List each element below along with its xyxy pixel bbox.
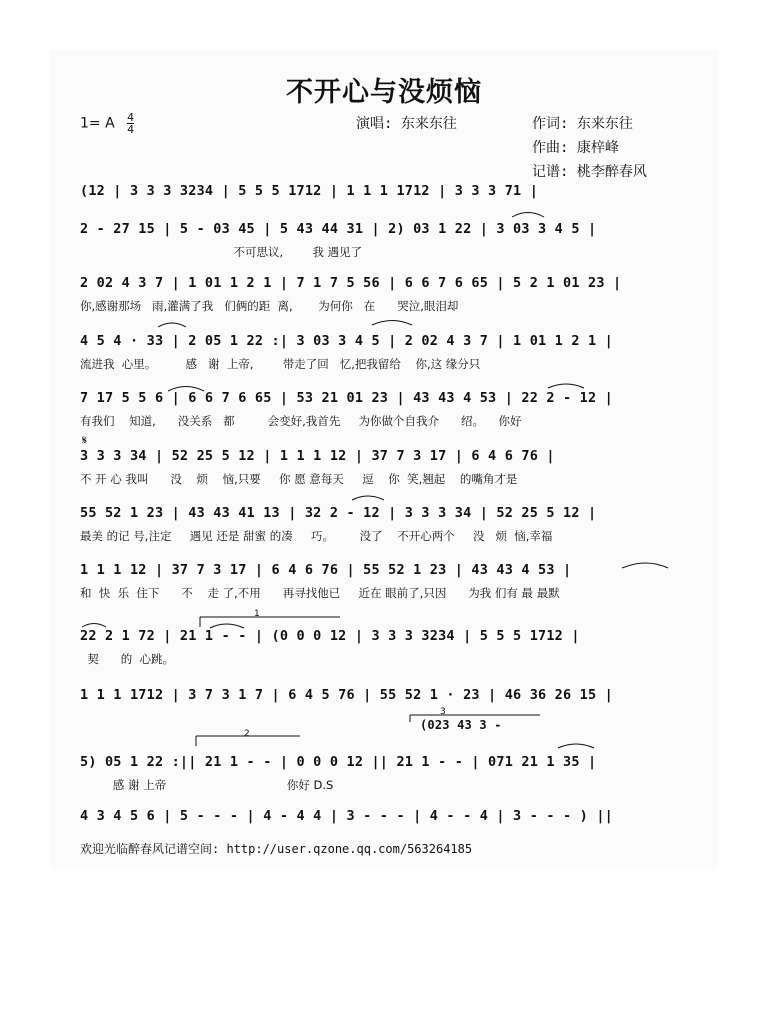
footer-credit: 欢迎光临醉春风记谱空间: http://user.qzone.qq.com/563264185 bbox=[80, 842, 473, 856]
tie-arc bbox=[512, 213, 544, 218]
tie-arc bbox=[372, 321, 412, 326]
notation-row: 5) 05 1 22 :|| 21 1 - - | 0 0 0 12 || 21 1 - - | 071 21 1 35 | bbox=[80, 754, 597, 770]
tie-arc bbox=[548, 384, 584, 388]
notation-row: 3 3 3 34 | 52 25 5 12 | 1 1 1 12 | 37 7 3 17 | 6 4 6 76 | bbox=[80, 448, 555, 464]
tie-arc bbox=[210, 624, 244, 628]
lyric-row: 不可思议, 我 遇见了 bbox=[80, 245, 363, 259]
notation-row: (12 | 3 3 3 3234 | 5 5 5 1712 | 1 1 1 1712 | 3 3 3 71 | bbox=[80, 183, 539, 199]
lyric-row: 和 快 乐 住下 不 走 了,不用 再寻找他已 近在 眼前了,只因 为我 们有 最 最默 bbox=[80, 586, 560, 600]
lyric-row: 契 的 心跳。 bbox=[80, 652, 175, 666]
notation-row: 22 2 1 72 | 21 1 - - | (0 0 0 12 | 3 3 3 3234 | 5 5 5 1712 | bbox=[80, 628, 580, 644]
lyricist-credit: 作词: 东来东往 bbox=[532, 116, 633, 132]
tie-arc bbox=[168, 387, 204, 392]
volta-2-label: 2 bbox=[244, 729, 250, 739]
notation-row: 2 02 4 3 7 | 1 01 1 2 1 | 7 1 7 5 56 | 6 6 7 6 65 | 5 2 1 01 23 | bbox=[80, 275, 622, 291]
triplet-notes: (023 43 3 - bbox=[420, 718, 502, 732]
tie-arc bbox=[622, 563, 668, 568]
notation-row: 55 52 1 23 | 43 43 41 13 | 32 2 - 12 | 3 3 3 34 | 52 25 5 12 | bbox=[80, 505, 597, 521]
triplet-label: 3 bbox=[440, 707, 446, 717]
composer-credit: 作曲: 康梓峰 bbox=[532, 140, 619, 156]
notation-row: 2 - 27 15 | 5 - 03 45 | 5 43 44 31 | 2) 03 1 22 | 3 03 3 4 5 | bbox=[80, 221, 597, 237]
lyric-row: 最美 的记 号,注定 遇见 还是 甜蜜 的凑 巧。 没了 不开心两个 没 烦 恼,幸福 bbox=[80, 529, 553, 543]
time-bottom: 4 bbox=[127, 123, 135, 136]
lyric-row: 感 谢 上帝 你好 D.S bbox=[80, 778, 334, 792]
notation-row: 7 17 5 5 6 | 6 6 7 6 65 | 53 21 01 23 | 43 43 4 53 | 22 2 - 12 | bbox=[80, 390, 613, 406]
notation-row: 4 5 4 · 33 | 2 05 1 22 :| 3 03 3 4 5 | 2 02 4 3 7 | 1 01 1 2 1 | bbox=[80, 333, 613, 349]
lyric-row: 你,感谢那场 雨,灌满了我 们俩的距 离, 为何你 在 哭泣,眼泪却 bbox=[80, 299, 459, 313]
lyric-row: 流进我 心里。 感 谢 上帝, 带走了回 忆,把我留给 你,这 缘分只 bbox=[80, 357, 481, 371]
tie-arc bbox=[352, 496, 384, 500]
tie-arc bbox=[82, 624, 106, 628]
lyric-row: 不 开 心 我叫 没 烦 恼,只要 你 愿 意每天 逗 你 笑,翘起 的嘴角才是 bbox=[80, 472, 518, 486]
notation-row: 1 1 1 12 | 37 7 3 17 | 6 4 6 76 | 55 52 1 23 | 43 43 4 53 | bbox=[80, 562, 572, 578]
transcriber-credit: 记谱: 桃李醉春风 bbox=[532, 164, 647, 180]
segno-sign: 𝄋 bbox=[82, 433, 88, 447]
notation-row: 1 1 1 1712 | 3 7 3 1 7 | 6 4 5 76 | 55 52 1 · 23 | 46 36 26 15 | bbox=[80, 687, 613, 703]
time-top: 4 bbox=[127, 111, 135, 124]
singer-credit: 演唱: 东来东往 bbox=[356, 116, 457, 132]
volta-1-label: 1 bbox=[254, 609, 260, 619]
key-label: 1= A bbox=[80, 115, 115, 132]
notation-row: 4 3 4 5 6 | 5 - - - | 4 - 4 4 | 3 - - - | 4 - - 4 | 3 - - - ) || bbox=[80, 808, 613, 824]
tie-arc bbox=[558, 744, 594, 748]
song-title: 不开心与没烦恼 bbox=[286, 77, 482, 108]
tie-arc bbox=[158, 323, 186, 327]
lyric-row: 有我们 知道, 没关系 都 会变好,我首先 为你做个自我介 绍。 你好 bbox=[80, 414, 522, 428]
